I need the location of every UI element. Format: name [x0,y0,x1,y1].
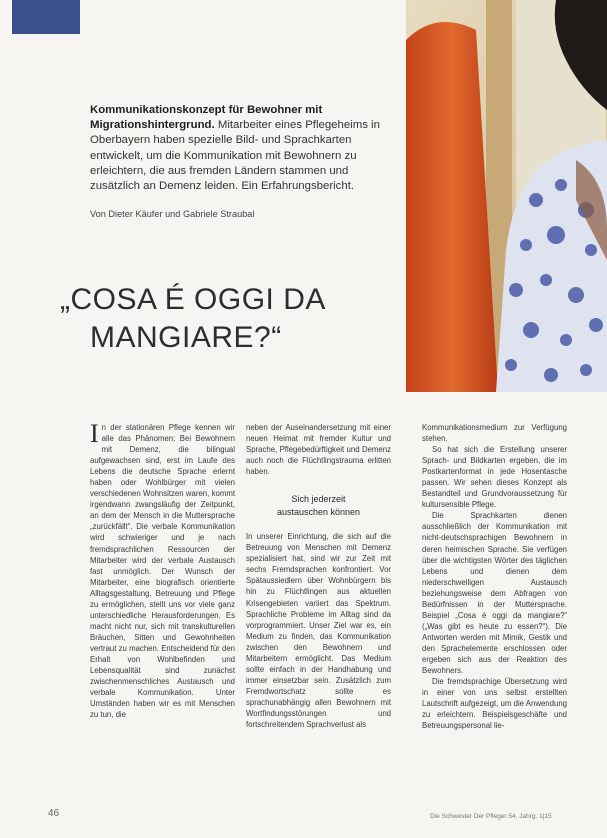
intro-body: Mitarbeiter eines Pflegeheims in Oberbayern haben spezielle Bild- und Sprachkarten entwickelt, um die Kommunikation mit Bewohnern zu erleichtern, die aus fremden Ländern stammen und zusätzlich an Demenz leiden. Ein Erfahrungsbericht. [90,119,380,193]
section-tab [12,0,80,34]
headline [60,281,400,357]
text-column-2 [246,422,391,730]
column-1-text: n der stationären Pflege kennen wir alle das Phänomen: Bei Bewohnern mit Demenz, die bilingual aufgewachsen sind, erst im Laufe des Lebens die deutsche Sprache erlernt haben oder Wohlbürger mit vielen verschiedenen Wohnsitzen waren, kommt irgendwann zwangsläufig der Zeitpunkt, an dem der Mensch in die Muttersprache „zurückfällt“. Die verbale Kommunikation wird schwieriger und je nach fremdsprachlichen Ressourcen der Mitarbeiter wird der verbale Austausch fast unmöglich. Der Wunsch der Mitarbeiter, eine biografisch orientierte Alltagsgestaltung, Betreuung und Pflege zu ermöglichen, stellt uns vor viele ganz unterschiedliche Herausforderungen. Es macht nicht nur, sich mit transkulturellen Bräuchen, Sitten und Gewohnheiten vertraut zu machen. Entscheidend für den Erhalt von Wohlbefinden und Lebensqualität sind zunächst zwischenmenschliches Austausch und verbale Kommunikation. Unter Umständen haben wir es mit Menschen zu tun, die [90,423,235,720]
photo-illustration [406,0,607,392]
text-column-3 [422,422,567,731]
subheading [246,493,391,519]
column-3-text-2: So hat sich die Erstellung unserer Sprach- und Bildkarten ergeben, die im Postkartenformat in jede Hosentasche passen. Wir sehen dieses Konzept als Bestandteil und Grundvoraussetzung für kultursensible Pflege. [422,445,567,510]
headline-line-2: MANGIARE?“ [90,321,282,354]
intro-bold: Kommunikationskonzept für Bewohner mit Migrationshintergrund. [90,104,323,132]
column-3-text-1: Kommunikationsmedium zur Verfügung stehen. [422,423,567,444]
headline-line-1: „COSA É OGGI DA [60,283,326,316]
journal-footer: Die Schwester Der Pfleger 54. Jahrg. 1|15 [430,813,552,820]
byline: Von Dieter Käufer und Gabriele Straubal [90,209,255,219]
column-3-text-4: Die fremdsprachige Übersetzung wird in einer von uns selbst erstellten Lautschrift aufgezeigt, um die Anwendung zu erleichtern. Beispielsgeschäfte und Betreuungspersonal lie- [422,677,567,731]
column-1-paragraph [90,419,235,720]
intro-text [90,103,390,194]
article-photo [406,0,607,392]
subheading-line-1: Sich jederzeit [291,494,346,505]
drop-cap: I [90,419,99,448]
column-2-text-2: In unserer Einrichtung, die sich auf die Betreuung von Menschen mit Demenz spezialisiert hat, sind wir zur Zeit mit sechs Fremdsprachen konfrontiert. Vor Spätaussiedlern über Wohnbürgern bis hin zu Flüchtlingen aus aktuellen Krisengebieten variiert das Spektrum. Sprachliche Probleme im Alltag sind da vorprogrammiert. Unser Ziel war es, ein Medium zu finden, das Kommunikation zwischen den Bewohnern und Mitarbeitern ermöglicht. Das Medium sollte einfach in der Handhabung und immer einsetzbar sein. Zusätzlich zum Fremdwortschatz sollte es sprachunabhängig allen Bewohnern mit Wortfindungsstörungen und fortschreitendem Sprachverlust als [246,532,391,730]
text-column-1 [90,419,235,720]
page-number: 46 [48,808,60,819]
column-3-text-3: Die Sprachkarten dienen ausschließlich der Kommunikation mit nicht-deutschsprachigen Bewohnern in deren heimischen Sprache. Sie verfügen über die wichtigsten Wörter des täglichen Lebens und dienen dem niederschwelligen Austausch beziehungsweise dem Abfragen von Bedürfnissen in der Muttersprache. Beispiel „Cosa é oggi da mangiare?“ („Was gibt es heute zu essen?“). Die Antworten werden mit Mimik, Gestik und den Sprachelemente erschlossen oder ergeben sich aus der Reaktion des Bewohners. [422,511,567,676]
subheading-line-2: austauschen können [276,507,361,518]
column-2-text-1: neben der Auseinandersetzung mit einer neuen Heimat mit fremder Kultur und Sprache, Pflegebedürftigkeit und Demenz auch noch die Flüchtlingstrauma erlitten haben. [246,423,391,477]
